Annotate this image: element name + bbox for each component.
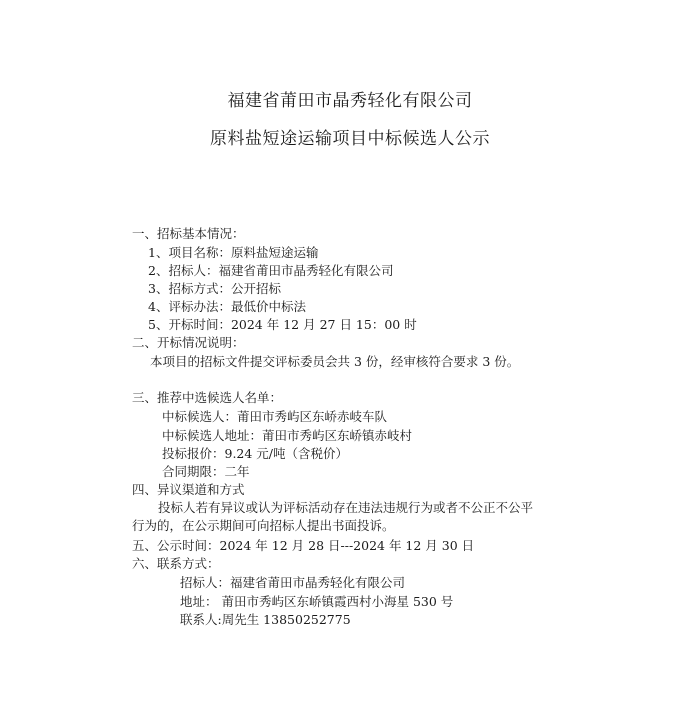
section3-heading: 三、推荐中选候选人名单： (132, 390, 283, 405)
section1-item-project-name: 1、项目名称：原料盐短途运输 (148, 245, 319, 260)
section1-item-evaluation: 4、评标办法：最低价中标法 (148, 299, 306, 314)
section6-tenderer: 招标人：福建省莆田市晶秀轻化有限公司 (180, 575, 406, 590)
section1-heading: 一、招标基本情况： (132, 226, 245, 241)
company-title: 福建省莆田市晶秀轻化有限公司 (227, 91, 473, 111)
section1-item-method: 3、招标方式：公开招标 (148, 281, 281, 296)
section2-body: 本项目的招标文件提交评标委员会共 3 份，经审核符合要求 3 份。 (150, 354, 520, 369)
section3-contract-term: 合同期限：二年 (162, 464, 250, 479)
section4-body-line1: 投标人若有异议或认为评标活动存在违法违规行为或者不公正不公平 (158, 500, 534, 515)
section3-address: 中标候选人地址：莆田市秀屿区东峤镇赤岐村 (162, 428, 413, 443)
section1-item-opening-time: 5、开标时间：2024 年 12 月 27 日 15：00 时 (148, 317, 417, 332)
section6-address: 地址： 莆田市秀屿区东峤镇霞西村小海星 530 号 (180, 594, 454, 609)
section4-body-line2: 行为的，在公示期间可向招标人提出书面投诉。 (132, 518, 395, 533)
section3-price: 投标报价：9.24 元/吨（含税价） (162, 446, 349, 461)
announcement-title: 原料盐短途运输项目中标候选人公示 (210, 129, 490, 149)
section4-heading: 四、异议渠道和方式 (132, 482, 245, 497)
section5-heading: 五、公示时间：2024 年 12 月 28 日---2024 年 12 月 30 日 (132, 538, 475, 553)
section6-heading: 六、联系方式： (132, 556, 220, 571)
section1-item-tenderer: 2、招标人：福建省莆田市晶秀轻化有限公司 (148, 263, 394, 278)
section6-contact: 联系人:周先生 13850252775 (180, 612, 351, 627)
section3-candidate: 中标候选人：莆田市秀屿区东峤赤岐车队 (162, 409, 388, 424)
section2-heading: 二、开标情况说明： (132, 335, 245, 350)
